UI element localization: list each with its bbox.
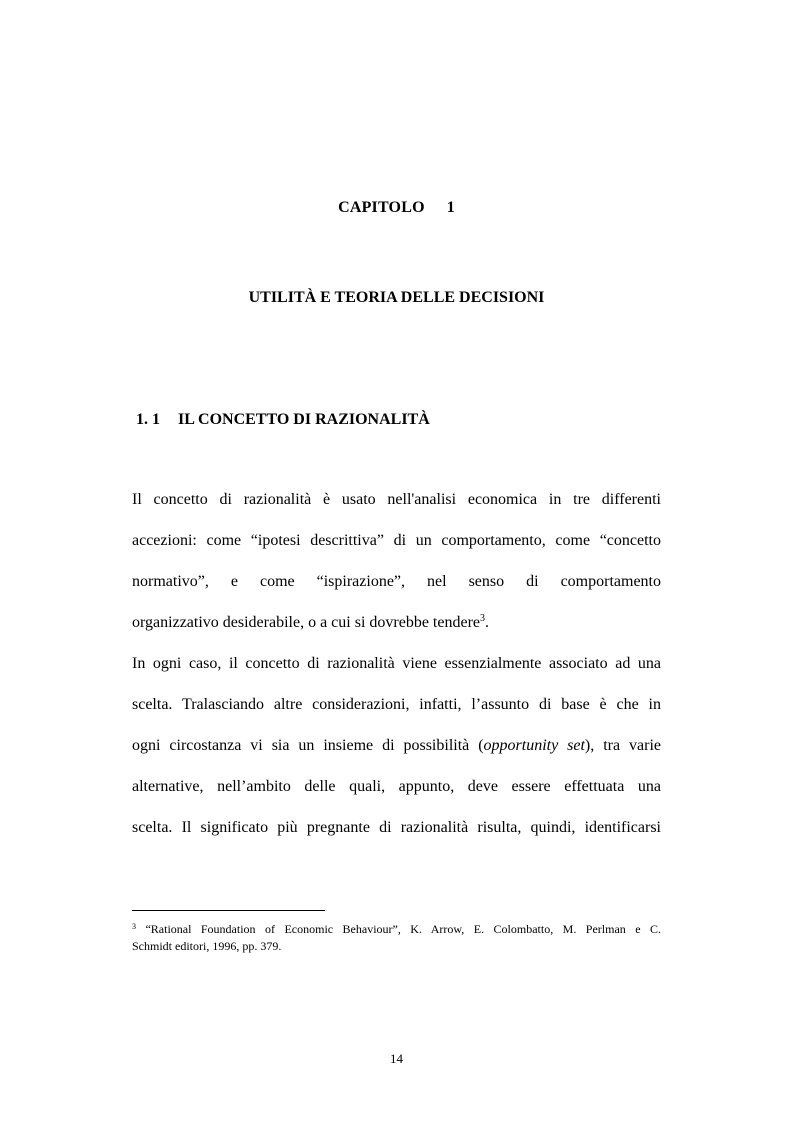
footnote-line: Schmidt editori, 1996, pp. 379. [132,939,282,953]
body-line: accezioni: come “ipotesi descrittiva” di un comportamento, come “concetto [132,532,661,549]
body-line: scelta. Il significato più pregnante di razionalità risulta, quindi, identificarsi [132,819,661,836]
body-line [132,613,661,633]
chapter-number: 1 [446,199,455,216]
section-number: 1. 1 [136,411,160,428]
footnote-separator [132,910,325,911]
footnote-reference[interactable]: 3 [480,613,486,624]
body-line: In ogni caso, il concetto di razionalità viene essenzialmente associato ad una [132,655,661,672]
page-number: 14 [390,1051,403,1066]
footnote-line [132,921,661,937]
footnote-mark: 3 [132,922,136,931]
chapter-heading [0,199,793,217]
body-text: ogni circostanza vi sia un insieme di possibilità ( [132,737,484,754]
body-line: Il concetto di razionalità è usato nell'analisi economica in tre differenti [132,491,661,508]
body-line: scelta. Tralasciando altre considerazioni, infatti, l’assunto di base è che in [132,696,661,713]
section-heading [136,411,430,429]
italic-term: opportunity set [483,737,585,754]
section-title: IL CONCETTO DI RAZIONALITÀ [178,411,430,428]
footnote-text: “Rational Foundation of Economic Behaviour”, K. Arrow, E. Colombatto, M. Perlman e C. [145,922,661,936]
body-text: ), tra varie [584,737,661,754]
body-text: organizzativo desiderabile, o a cui si dovrebbe tendere [132,614,481,631]
body-text: . [485,614,490,631]
body-line: normativo”, e come “ispirazione”, nel senso di comportamento [132,573,661,590]
body-line [132,736,661,756]
chapter-label: CAPITOLO [338,199,425,216]
body-line: alternative, nell’ambito delle quali, appunto, deve essere effettuata una [132,778,661,795]
chapter-title: UTILITÀ E TEORIA DELLE DECISIONI [248,289,545,306]
